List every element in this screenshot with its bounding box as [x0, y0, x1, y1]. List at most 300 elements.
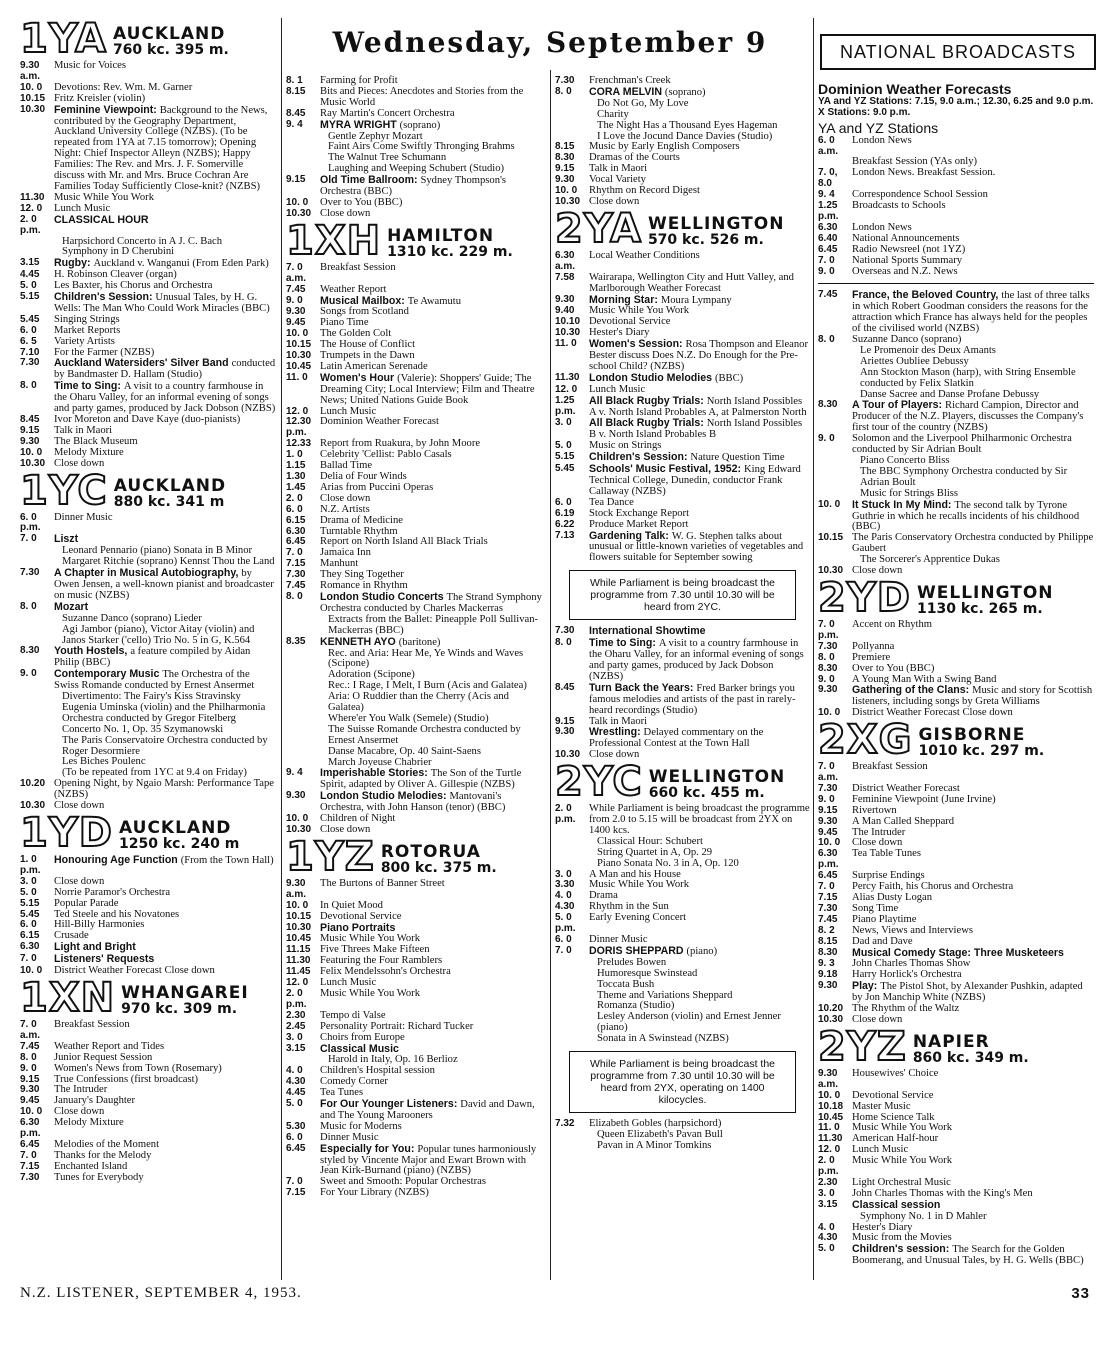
station-info	[113, 475, 227, 510]
programme-title: Close down	[320, 207, 371, 219]
programme-highlight: DORIS SHEPPARD	[589, 944, 687, 957]
programme-title: Music While You Work	[589, 879, 689, 891]
programme-title: Arias from Puccini Operas	[320, 481, 434, 493]
programme-time: 9.30	[818, 815, 838, 827]
programme-highlight: Women's Hour	[320, 371, 398, 384]
programme-title: London Studio Concerts The Strand Symphony Orchestra conducted by Charles Mackerras	[320, 590, 542, 614]
programme-detail: Le Promenoir des Deux Amants	[860, 344, 996, 356]
programme-title: Melody Mixture	[54, 1117, 124, 1129]
page-title: Wednesday, September 9	[332, 26, 768, 59]
programme-detail: Preludes Bowen	[597, 956, 667, 968]
programme-time: 11. 0	[555, 338, 577, 350]
programme-row	[20, 602, 276, 614]
programme-title: Gardening Talk: W. G. Stephen talks about unusual or little-known varieties of vegetables and flowers suitable for September sowing	[589, 529, 804, 564]
programme-detail: Sonata in A Swinstead (NZBS)	[597, 1033, 729, 1045]
programme-title: John Charles Thomas Show	[852, 958, 971, 970]
programme-row	[555, 373, 810, 385]
programme-title: Music While You Work	[589, 305, 689, 317]
programme-title: Report from Ruakura, by John Moore	[320, 438, 481, 450]
programme-title: Children's Session: Nature Question Time	[589, 451, 785, 464]
programme-row	[818, 664, 1094, 675]
programme-time: 6.45	[286, 536, 306, 548]
programme-detail: Faint Airs Come Swiftly Thronging Brahms	[328, 141, 515, 153]
programme-title: Frenchman's Creek	[589, 75, 671, 86]
programme-title: A Man and his House	[589, 868, 681, 880]
programme-time: 2.30	[286, 1009, 306, 1021]
programme-row	[20, 215, 276, 237]
programme-title: American Half-hour	[852, 1133, 939, 1145]
programme-row	[286, 592, 546, 615]
programme-row	[20, 358, 276, 381]
divider	[818, 283, 1094, 284]
programme-row	[818, 434, 1094, 456]
programme-title: Morning Star: Moura Lympany	[589, 293, 732, 306]
station-frequency: 800 kc. 375 m.	[380, 859, 497, 876]
programme-title: Delia of Four Winds	[320, 471, 407, 482]
programme-time: 7. 0 a.m.	[20, 1018, 41, 1041]
programme-row	[20, 1118, 276, 1140]
programme-time: 7.32	[555, 1118, 575, 1130]
programme-title: Devotional Service	[589, 316, 671, 328]
programme-title: Fritz Kreisler (violin)	[54, 92, 146, 104]
programme-time: 9. 4	[818, 189, 835, 201]
programme-time: 7. 0	[818, 881, 835, 893]
programme-title: Children's Hospital session	[320, 1065, 435, 1077]
programme-title: Talk in Maori	[589, 715, 648, 727]
programme-detail: The Walnut Tree Schumann	[328, 152, 447, 164]
programme-detail: The Suisse Romande Orchestra conducted by Ernest Ansermet	[328, 723, 521, 746]
programme-time: 12. 0	[286, 977, 309, 989]
programme-title: Over to You (BBC)	[320, 196, 403, 208]
station-callsign: 1XN	[20, 974, 116, 1021]
programme-time: 7.10	[20, 346, 40, 358]
programme-title: Tea Dance	[589, 496, 634, 508]
programme-detail: Les Biches Poulenc	[62, 756, 146, 768]
programme-title: Women's Hour (Valerie): Shoppers' Guide; The Dreaming City; Local Interview; Film and Theatre News; United Nations Guide Book	[320, 371, 535, 406]
programme-time: 10.30	[286, 921, 312, 933]
programme-title: Vocal Variety	[589, 174, 646, 186]
station-header	[286, 217, 546, 264]
programme-time: 7.30	[20, 357, 40, 369]
programme-time: 10.15	[20, 92, 46, 104]
programme-time: 12. 0	[20, 202, 43, 214]
programme-time: 9.30 a.m.	[286, 877, 307, 900]
programme-title: Breakfast Session (YAs only)	[852, 156, 978, 168]
programme-title: Enchanted Island	[54, 1160, 128, 1172]
programme-time: 9. 3	[818, 958, 835, 970]
programme-title: Broadcasts to Schools	[852, 200, 946, 212]
programme-detail: Danse Sacree and Danse Profane Debussy	[860, 388, 1040, 400]
programme-title: Crusade	[54, 930, 89, 942]
programme-row	[20, 646, 276, 669]
station-frequency: 660 kc. 455 m.	[648, 785, 765, 802]
programme-row	[20, 1053, 276, 1064]
programme-detail: Toccata Bush	[597, 978, 655, 990]
programme-time: 10. 0	[818, 498, 841, 510]
programme-time: 9. 4	[286, 118, 303, 130]
programme-title: Weather Report	[320, 283, 387, 295]
programme-title: Five Threes Make Fifteen	[320, 944, 430, 956]
programme-title: Turn Back the Years: Fred Barker brings you famous melodies and artists of the past in rarely-heard recordings (Studio)	[589, 681, 796, 716]
programme-time: 10.45	[286, 360, 312, 372]
station-header	[20, 16, 276, 62]
programme-title: Romance in Rhythm	[320, 580, 408, 592]
programme-row	[555, 464, 810, 498]
programme-title: Hester's Diary	[852, 1221, 913, 1233]
programme-title: Schools' Music Festival, 1952: King Edward Technical College, Dunedin, conductor Frank Callaway (NZBS)	[589, 463, 801, 497]
programme-title: The Golden Colt	[320, 328, 392, 340]
programme-time: 4.30	[286, 1076, 306, 1088]
programme-time: 2. 0 p.m.	[555, 803, 576, 826]
programme-detail: Concerto No. 1, Op. 35 Szymanowski	[62, 723, 224, 735]
programme-title: Ted Steele and his Novatones	[54, 908, 180, 920]
programme-time: 2. 0 p.m.	[818, 1155, 839, 1178]
programme-row	[286, 175, 546, 198]
programme-detail: Piano Sonata No. 3 in A, Op. 120	[597, 857, 739, 869]
programme-time: 5. 0 p.m.	[555, 912, 576, 935]
programme-title: Piano Playtime	[852, 913, 917, 925]
programme-time: 10. 0	[286, 813, 309, 825]
programme-detail: Laughing and Weeping Schubert (Studio)	[328, 163, 505, 175]
programme-time: 9.15	[555, 163, 575, 175]
programme-time: 10.15	[818, 532, 844, 544]
programme-title: Radio Newsreel (not 1YZ)	[852, 243, 966, 255]
programme-title: Hill-Billy Harmonies	[54, 919, 145, 931]
programme-title: CORA MELVIN (soprano)	[589, 85, 706, 98]
programme-time: 6.45	[20, 1138, 40, 1150]
programme-detail: Gentle Zephyr Mozart	[328, 130, 423, 142]
programme-title: District Weather Forecast	[852, 782, 960, 794]
programme-time: 1. 0	[286, 449, 303, 461]
programme-detail: String Quartet in A, Op. 29	[597, 846, 713, 858]
programme-title: News, Views and Interviews	[852, 924, 973, 936]
programme-row	[818, 1200, 1094, 1212]
programme-highlight: Play:	[852, 980, 881, 993]
programme-title: Music While You Work	[320, 987, 420, 999]
programme-time: 10. 0	[818, 707, 841, 719]
programme-title: Women's Session: Rosa Thompson and Eleanor Bester discuss Does N.Z. Do Enough for the Pre-school Child? (NZBS)	[589, 338, 809, 372]
programme-time: 3.15	[20, 257, 40, 269]
programme-detail: March Joyeuse Chabrier	[328, 756, 432, 768]
programme-title: Music While You Work	[852, 1122, 952, 1134]
programme-detail: Danse Macabre, Op. 40 Saint-Saens	[328, 745, 481, 757]
programme-highlight: Mozart	[54, 600, 89, 613]
programme-time: 8. 2	[818, 924, 835, 936]
programme-time: 10. 0	[20, 1106, 43, 1118]
programme-highlight: Contemporary Music	[54, 668, 163, 681]
programme-highlight: It Stuck In My Mind:	[852, 498, 955, 511]
programme-time: 11.30	[555, 371, 580, 383]
programme-row	[818, 533, 1094, 555]
station-callsign: 1YD	[20, 810, 113, 856]
programme-title: Close down	[589, 749, 640, 761]
programme-title: Norrie Paramor's Orchestra	[54, 886, 171, 898]
programme-time: 5.45	[20, 313, 40, 325]
programme-time: 1.30	[286, 471, 306, 482]
programme-time: 9. 0	[286, 294, 303, 306]
station-info	[119, 820, 239, 852]
programme-highlight: Liszt	[54, 533, 79, 546]
programme-time: 6.19	[555, 507, 575, 519]
programme-time: 7. 0	[20, 1149, 37, 1161]
programme-time: 3. 0	[20, 875, 37, 887]
programme-detail: Rec. and Aria: Hear Me, Ye Winds and Waves (Scipone)	[328, 647, 524, 670]
programme-highlight: Wrestling:	[589, 726, 644, 739]
programme-detail: The Sorcerer's Apprentice Dukas	[860, 554, 1000, 566]
station-frequency: 880 kc. 341 m	[113, 493, 225, 510]
programme-title: Market Reports	[54, 324, 121, 336]
station-info	[649, 769, 786, 801]
programme-time: 10.30	[286, 350, 312, 362]
programme-time: 10.30	[20, 103, 46, 115]
programme-title: Jamaica Inn	[320, 547, 371, 559]
programme-detail: The BBC Symphony Orchestra conducted by Sir Adrian Boult	[860, 465, 1068, 488]
programme-title: A Young Man With a Swing Band	[852, 673, 997, 685]
programme-title: Ray Martin's Concert Orchestra	[320, 107, 455, 119]
programme-time: 3.30	[555, 879, 575, 891]
programme-title: Ballad Time	[320, 460, 373, 472]
programme-time: 2. 0 p.m.	[20, 213, 41, 236]
programme-time: 8.45	[20, 414, 40, 425]
programme-time: 6.45	[818, 243, 838, 255]
programme-title: London News	[852, 221, 912, 233]
programme-row	[818, 762, 1094, 784]
programme-title: Close down	[589, 195, 640, 207]
programme-time: 7. 0	[286, 1176, 303, 1188]
programme-time: 7. 0	[818, 254, 835, 266]
programme-time: 5. 0	[20, 280, 37, 292]
programme-time: 4.45	[20, 269, 40, 281]
station-frequency: 1010 kc. 297 m.	[918, 743, 1045, 760]
programme-time: 7. 0, 8.0	[818, 167, 838, 190]
station-callsign: 1YC	[20, 467, 108, 514]
programme-title: A Man Called Sheppard	[852, 815, 955, 827]
programme-title: The Intruder	[852, 826, 906, 838]
programme-title: Turntable Rhythm	[320, 525, 398, 537]
programme-detail: Ariettes Oubliee Debussy	[860, 355, 969, 367]
programme-time: 12. 0	[555, 383, 578, 395]
programme-row	[555, 913, 810, 935]
programme-title: Felix Mendelssohn's Orchestra	[320, 966, 451, 978]
programme-title: Close down	[320, 492, 371, 504]
programme-title: Home Science Talk	[852, 1111, 935, 1123]
programme-title: Contemporary Music The Orchestra of the Swiss Romande conducted by Ernest Ansermet	[54, 668, 255, 692]
programme-title: Farming for Profit	[320, 75, 398, 86]
national-list	[818, 136, 1094, 278]
station-header	[818, 574, 1094, 621]
programme-detail: Harpsichord Concerto in A J. C. Bach	[62, 235, 223, 247]
programme-highlight: Musical Mailbox:	[320, 294, 408, 307]
station-header	[818, 717, 1094, 764]
programme-detail: Queen Elizabeth's Pavan Bull	[597, 1128, 723, 1140]
programme-title: All Black Rugby Trials: North Island Possibles A v. North Island Probables A, at Palmerston North	[589, 394, 807, 418]
programme-time: 3.15	[286, 1042, 306, 1054]
programme-time: 11.30	[20, 191, 45, 203]
programme-row	[20, 855, 276, 877]
station-header	[20, 467, 276, 514]
programme-time: 7. 0 p.m.	[818, 618, 839, 641]
programme-row	[286, 879, 546, 901]
programme-row	[20, 381, 276, 415]
programme-title: Variety Artists	[54, 335, 115, 347]
programme-time: 9.30	[555, 293, 575, 305]
programme-title: Musical Mailbox: Te Awamutu	[320, 294, 462, 307]
programme-time: 12.33	[286, 438, 312, 450]
programme-detail: Adoration (Scipone)	[328, 669, 415, 681]
programme-row	[20, 1173, 276, 1184]
programme-detail: Music for Strings Bliss	[860, 487, 959, 499]
programme-row	[20, 779, 276, 801]
programme-time: 8.30	[818, 946, 838, 958]
programme-highlight: Gardening Talk:	[589, 529, 672, 542]
programme-title: DORIS SHEPPARD (piano)	[589, 944, 718, 957]
programme-detail: Humoresque Swinstead	[597, 967, 698, 979]
programme-highlight: All Black Rugby Trials:	[589, 394, 707, 407]
programme-row	[818, 1102, 1094, 1113]
programme-title: Local Weather Conditions	[589, 249, 700, 261]
programme-title: Lunch Music	[54, 202, 111, 214]
programme-time: 9.45	[286, 317, 306, 329]
programme-time: 2.45	[286, 1020, 306, 1032]
programme-row	[286, 1022, 546, 1033]
column-3	[555, 76, 810, 1152]
programme-time: 11.15	[286, 944, 311, 956]
station-header	[286, 833, 546, 880]
programme-time: 7. 0	[20, 533, 37, 545]
programme-time: 10.45	[286, 933, 312, 945]
weather-line: YA and YZ Stations: 7.15, 9.0 a.m.; 12.30, 6.25 and 9.0 p.m.	[818, 95, 1094, 107]
programme-detail: Romanza (Studio)	[597, 1000, 675, 1012]
programme-row	[20, 899, 276, 910]
programme-time: 11.45	[286, 966, 311, 978]
programme-title: Wrestling: Delayed commentary on the Professional Contest at the Town Hall	[589, 726, 764, 750]
programme-detail: Do Not Go, My Love	[597, 97, 689, 109]
programme-row	[818, 1244, 1094, 1267]
programme-title: Feminine Viewpoint: Background to the News, contributed by the Geography Department, Auckland University College (NZBS). (To be repeated from 1YA at 7.15 tomorrow); Opening Night: Chief Inspector Alleyn (NZBS); Happy Families: The Rev. and Mrs. J. F. Somerville discuss with Mr. and Mrs. Bruce Cochran Are Families Today Sufficiently Close-knit? (NZBS)	[54, 103, 268, 192]
programme-time: 8.30	[818, 662, 838, 674]
programme-title: In Quiet Mood	[320, 899, 383, 911]
programme-row	[20, 61, 276, 83]
programme-time: 7.30	[20, 567, 40, 579]
programme-detail: Agi Jambor (piano), Victor Aitay (violin) and Janos Starker ('cello) Trio No. 5 in G, K.564	[62, 623, 255, 646]
programme-highlight: Classical Music	[320, 1042, 399, 1055]
programme-time: 5. 0	[20, 886, 37, 898]
programme-time: 9. 0	[20, 668, 37, 680]
programme-time: 8.30	[20, 645, 40, 657]
programme-row	[818, 168, 1094, 190]
programme-detail: Theme and Variations Sheppard	[597, 989, 733, 1001]
programme-time: 9. 0	[818, 433, 835, 445]
programme-title: KENNETH AYO (baritone)	[320, 635, 441, 648]
programme-highlight: Children's session:	[852, 1243, 953, 1256]
programme-time: 10. 0	[818, 837, 841, 849]
programme-time: 8. 0	[20, 600, 37, 612]
programme-highlight: Honouring Age Function	[54, 854, 181, 866]
programme-title: Singing Strings	[54, 313, 120, 325]
programme-time: 9.15	[818, 804, 838, 816]
column-divider	[281, 18, 282, 1280]
programme-time: 10.30	[286, 824, 312, 835]
programme-row	[555, 273, 810, 295]
programme-time: 7.45	[286, 580, 306, 592]
programme-time: 10.30	[818, 565, 844, 577]
programme-highlight: London Studio Melodies:	[320, 790, 450, 803]
programme-time: 8. 1	[286, 75, 303, 86]
programme-time: 7.30	[818, 902, 838, 914]
programme-title: H. Robinson Cleaver (organ)	[54, 269, 177, 281]
programme-detail: Lesley Anderson (violin) and Ernest Jenner (piano)	[597, 1011, 781, 1034]
programme-time: 10.15	[286, 339, 312, 351]
programme-time: 8. 0	[555, 85, 572, 97]
programme-row	[555, 638, 810, 683]
programme-highlight: Turn Back the Years:	[589, 681, 697, 694]
programme-title: London Studio Melodies (BBC)	[589, 371, 744, 384]
station-header	[555, 205, 810, 252]
column-4	[818, 80, 1094, 1267]
programme-time: 7. 0 a.m.	[818, 761, 839, 784]
programme-row	[286, 901, 546, 912]
programme-title: Overseas and N.Z. News	[852, 265, 958, 277]
programme-time: 7.30	[818, 640, 838, 652]
programme-row	[555, 418, 810, 441]
programme-time: 8. 0	[818, 651, 835, 663]
station-name: ROTORUA	[380, 841, 481, 862]
station-callsign: 2YZ	[818, 1023, 907, 1070]
programme-title: Harry Horlick's Orchestra	[852, 969, 962, 981]
national-broadcasts-heading: NATIONAL BROADCASTS	[820, 34, 1096, 70]
programme-title: Tunes for Everybody	[54, 1171, 144, 1183]
programme-time: 10.15	[286, 910, 312, 922]
programme-title: Music for Moderns	[320, 1120, 402, 1132]
programme-title: Breakfast Session	[54, 1018, 130, 1030]
programme-row	[818, 400, 1094, 434]
programme-time: 9.30	[20, 435, 40, 447]
programme-title: A Tour of Players: Richard Campion, Director and Producer of the N.Z. Players, discusses the Company's first tour of the country (NZBS)	[852, 399, 1084, 434]
programme-time: 10.10	[555, 316, 581, 328]
programme-time: 6.30	[286, 525, 306, 537]
programme-title: Housewives' Choice	[852, 1067, 939, 1079]
station-callsign: 2XG	[818, 717, 913, 764]
column-divider	[550, 70, 551, 1280]
programme-time: 3.15	[818, 1198, 838, 1210]
station-info	[919, 727, 1045, 759]
programme-time: 6.40	[818, 232, 838, 244]
programme-title: Feminine Viewpoint (June Irvine)	[852, 793, 996, 805]
programme-title: Drama of Medicine	[320, 514, 403, 526]
programme-title: Les Baxter, his Chorus and Orchestra	[54, 280, 213, 292]
column-2	[286, 76, 546, 1199]
programme-row	[286, 1188, 546, 1199]
programme-row	[286, 516, 546, 527]
station-header	[20, 974, 276, 1021]
programme-time: 9.30	[818, 980, 838, 992]
programme-title: Popular Parade	[54, 897, 119, 909]
programme-row	[286, 768, 546, 791]
programme-row	[286, 505, 546, 516]
weather-title: Dominion Weather Forecasts	[818, 81, 1012, 97]
station-header	[818, 1023, 1094, 1070]
programme-row	[20, 669, 276, 692]
programme-title: Hester's Diary	[589, 327, 650, 339]
programme-time: 9. 0	[818, 673, 835, 685]
programme-time: 8.45	[286, 107, 306, 119]
programme-time: 4. 0	[555, 890, 572, 902]
programme-title: Early Evening Concert	[589, 912, 687, 924]
programme-time: 8. 0	[20, 380, 37, 392]
programme-title: Pollyanna	[852, 640, 895, 652]
programme-row	[286, 263, 546, 285]
weather-line: X Stations: 9.0 p.m.	[818, 106, 911, 118]
